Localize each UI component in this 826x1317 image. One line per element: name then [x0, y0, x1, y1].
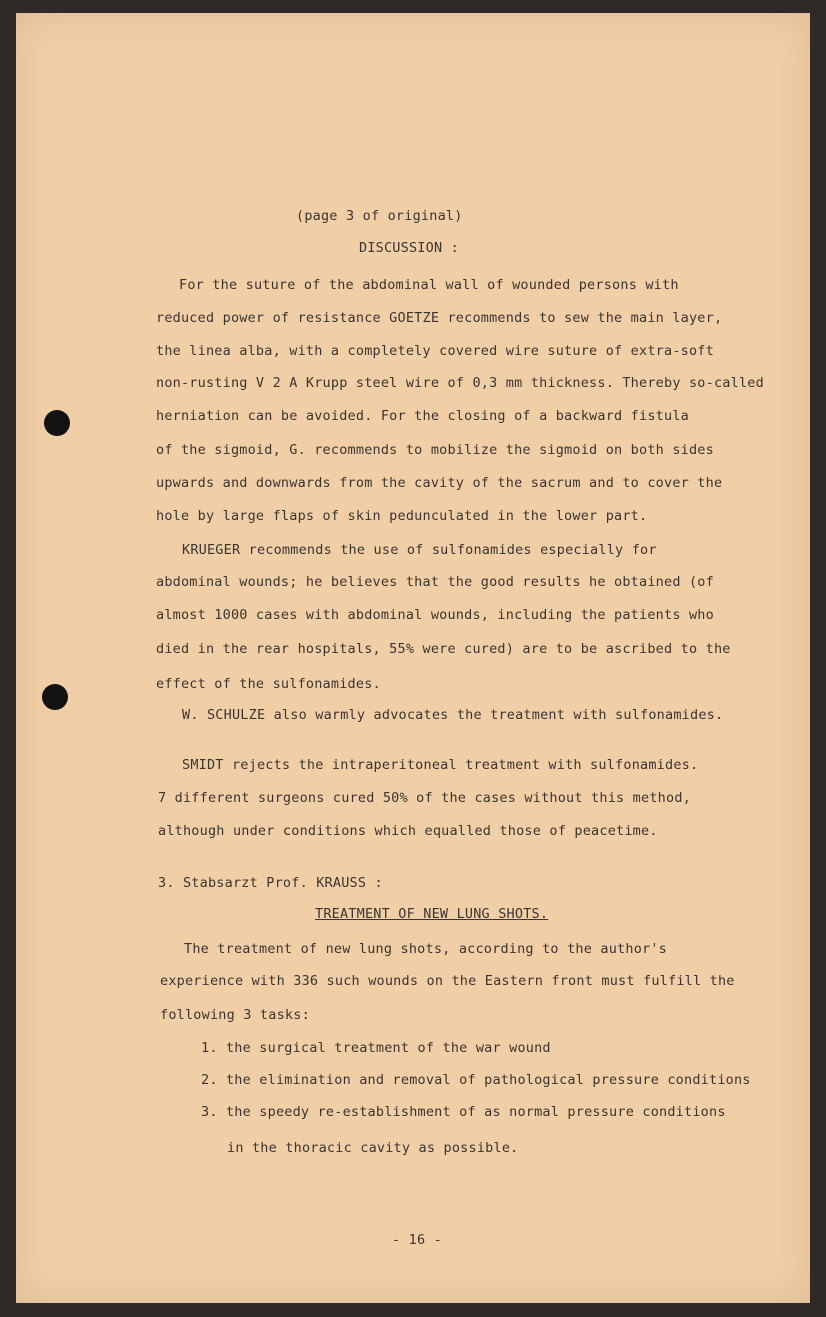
paragraph-line: although under conditions which equalled those of peacetime.: [158, 823, 658, 839]
task-item: 1. the surgical treatment of the war wound: [201, 1040, 551, 1056]
paragraph-line: For the suture of the abdominal wall of wounded persons with: [179, 277, 679, 293]
paragraph-line: abdominal wounds; he believes that the good results he obtained (of: [156, 574, 714, 590]
paragraph-line: herniation can be avoided. For the closing of a backward fistula: [156, 408, 689, 424]
paragraph-line: the linea alba, with a completely covered wire suture of extra-soft: [156, 343, 714, 359]
section-title: TREATMENT OF NEW LUNG SHOTS.: [315, 906, 549, 922]
section-label: 3. Stabsarzt Prof. KRAUSS :: [158, 875, 383, 891]
section-heading: DISCUSSION :: [359, 240, 459, 256]
paragraph-line: KRUEGER recommends the use of sulfonamides especially for: [182, 542, 657, 558]
paragraph-line: SMIDT rejects the intraperitoneal treatment with sulfonamides.: [182, 757, 699, 773]
paragraph-line: 7 different surgeons cured 50% of the cases without this method,: [158, 790, 691, 806]
page-number: - 16 -: [392, 1232, 442, 1248]
task-item: in the thoracic cavity as possible.: [227, 1140, 519, 1156]
paragraph-line: of the sigmoid, G. recommends to mobilize the sigmoid on both sides: [156, 442, 714, 458]
punch-hole: [44, 410, 70, 436]
paragraph-line: upwards and downwards from the cavity of the sacrum and to cover the: [156, 475, 723, 491]
paragraph-line: hole by large flaps of skin pedunculated in the lower part.: [156, 508, 648, 524]
task-item: 3. the speedy re-establishment of as normal pressure conditions: [201, 1104, 726, 1120]
paragraph-line: almost 1000 cases with abdominal wounds, including the patients who: [156, 607, 714, 623]
task-item: 2. the elimination and removal of pathological pressure conditions: [201, 1072, 751, 1088]
page-reference: (page 3 of original): [296, 208, 463, 224]
paragraph-line: experience with 336 such wounds on the Eastern front must fulfill the: [160, 973, 735, 989]
paragraph-line: non-rusting V 2 A Krupp steel wire of 0,3 mm thickness. Thereby so-called: [156, 375, 764, 391]
paragraph-line: died in the rear hospitals, 55% were cured) are to be ascribed to the: [156, 641, 731, 657]
paragraph-line: effect of the sulfonamides.: [156, 676, 381, 692]
paragraph-line: W. SCHULZE also warmly advocates the treatment with sulfonamides.: [182, 707, 724, 723]
paragraph-line: reduced power of resistance GOETZE recommends to sew the main layer,: [156, 310, 723, 326]
punch-hole: [42, 684, 68, 710]
paragraph-line: following 3 tasks:: [160, 1007, 310, 1023]
paragraph-line: The treatment of new lung shots, according to the author's: [184, 941, 668, 957]
